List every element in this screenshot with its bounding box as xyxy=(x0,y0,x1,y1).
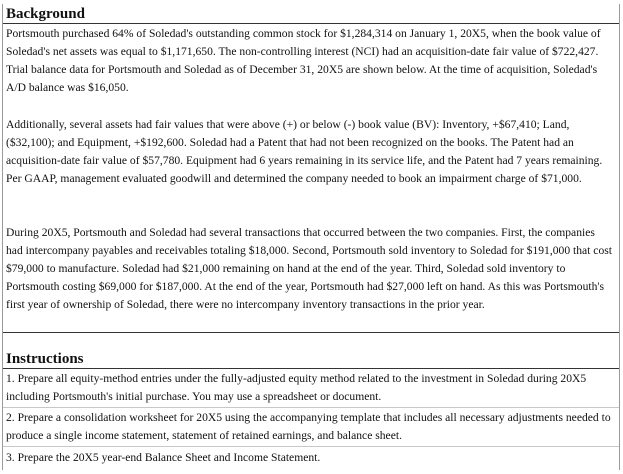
background-heading-rule xyxy=(3,23,619,24)
instruction-separator-2 xyxy=(3,446,619,447)
background-paragraph-1: Portsmouth purchased 64% of Soledad's outstanding common stock for $1,284,314 on January 1, 20X5, when the book value of Soledad's net assets was equal to $1,171,650. The non-controlling interest (NCI) had an acquisition-date fair value of $722,427. Trial balance data for Portsmouth and Soledad as of December 31, 20X5 are shown below. At the time of acquisition, Soledad's A/D balance was $16,050. xyxy=(6,27,601,95)
instruction-item-3: 3. Prepare the 20X5 year-end Balance Sheet and Income Statement. xyxy=(6,451,321,464)
background-bottom-rule xyxy=(3,332,619,333)
instructions-heading-rule xyxy=(3,368,619,369)
instruction-item-1: 1. Prepare all equity-method entries under the fully-adjusted equity method related to the investment in Soledad during 20X5 including Portsmouth's initial purchase. You may use a spreadsheet or document. xyxy=(6,372,587,403)
background-paragraph-3: During 20X5, Portsmouth and Soledad had several transactions that occurred between the two companies. First, the companies had intercompany payables and receivables totaling $18,000. Second, Portsmouth sold inventory to Soledad for $191,000 that cost $79,000 to manufacture. Soledad had $21,000 remaining on hand at the end of the year. Third, Soledad sold inventory to Portsmouth costing $69,000 for $187,000. At the end of the year, Portsmouth had $27,000 left on hand. As this was Portsmouth's first year of ownership of Soledad, there were no intercompany inventory transactions in the prior year. xyxy=(6,226,612,312)
instructions-heading: Instructions xyxy=(6,351,84,367)
background-paragraph-2: Additionally, several assets had fair values that were above (+) or below (-) book value (BV): Inventory, +$67,410; Land, ($32,100); and Equipment, +$192,600. Soledad had a Patent that had not been recognized on the books. The Patent had an acquisition-date fair value of $57,780. Equipment had 6 years remaining in its service life, and the Patent had 7 years remaining. Per GAAP, management evaluated goodwill and determined the company needed to book an impairment charge of $71,000. xyxy=(6,118,603,186)
instruction-item-2: 2. Prepare a consolidation worksheet for 20X5 using the accompanying template that includes all necessary adjustments needed to produce a single income statement, statement of retained earnings, and balance sheet. xyxy=(6,411,611,442)
background-heading: Background xyxy=(6,6,85,22)
instruction-separator-1 xyxy=(3,407,619,408)
